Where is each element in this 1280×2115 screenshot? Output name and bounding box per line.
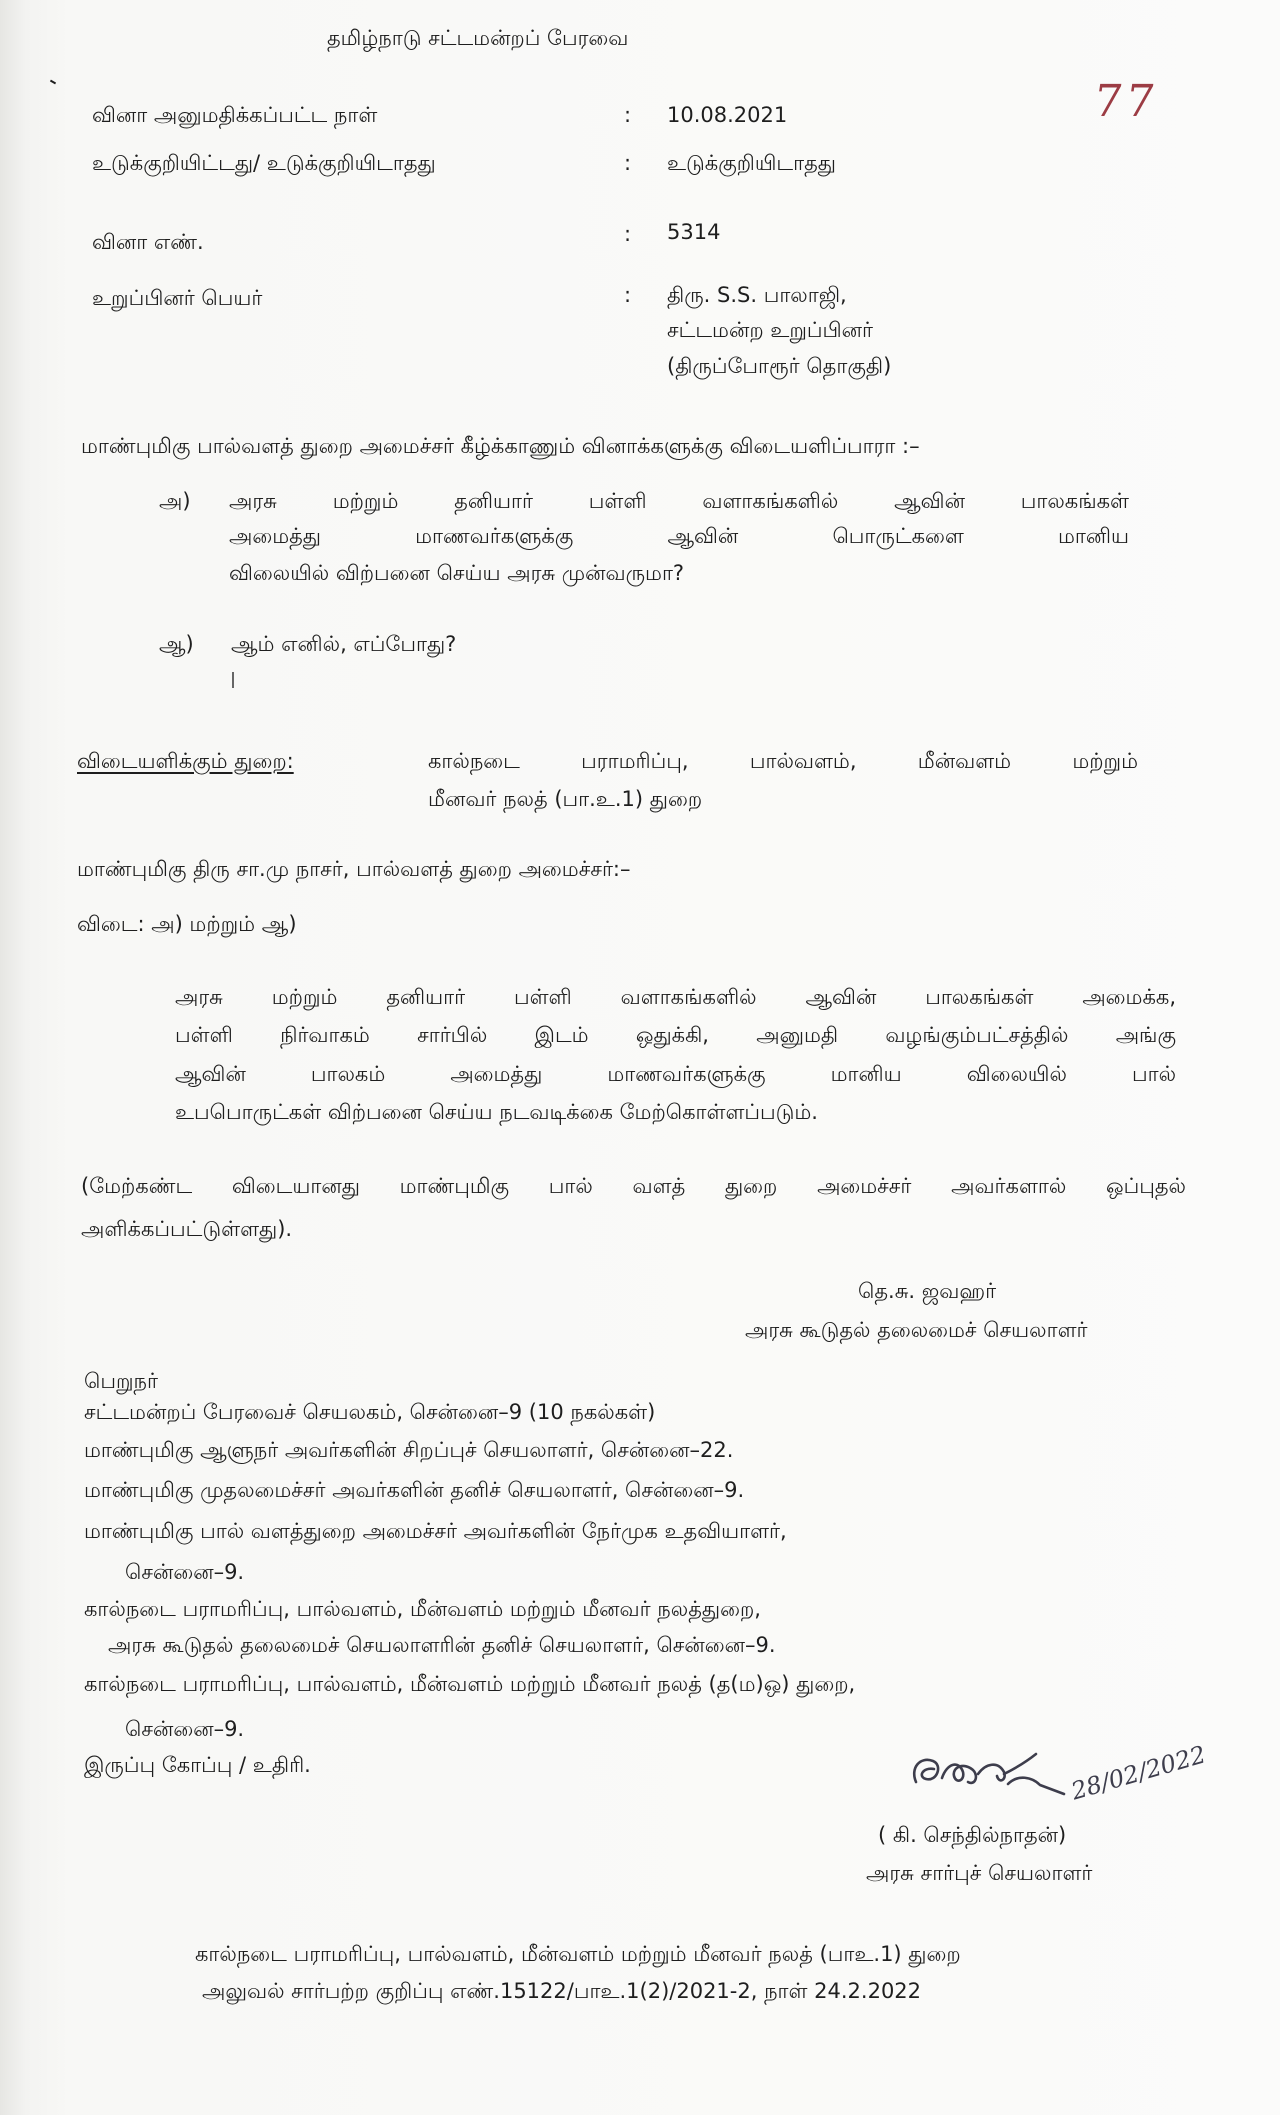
answer-heading: விடை: அ) மற்றும் ஆ) bbox=[77, 912, 297, 936]
recipients-heading: பெறுநர் bbox=[84, 1369, 158, 1393]
question-line: ஆம் எனில், எப்போது? bbox=[231, 632, 457, 656]
recipient-line: இருப்பு கோப்பு / உதிரி. bbox=[84, 1753, 311, 1777]
signer-name: ( கி. செந்தில்நாதன்) bbox=[878, 1823, 1067, 1847]
answer-line: உபபொருட்கள் விற்பனை செய்ய நடவடிக்கை மேற்கொள்ளப்படும். bbox=[175, 1100, 818, 1124]
handwritten-signature-date: 28/02/2022 bbox=[1068, 1740, 1209, 1806]
question-line: விலையில் விற்பனை செய்ய அரசு முன்வருமா? bbox=[229, 561, 685, 585]
signatory-designation: அரசு கூடுதல் தலைமைச் செயலாளர் bbox=[745, 1318, 1088, 1342]
signer-designation: அரசு சார்புச் செயலாளர் bbox=[866, 1861, 1093, 1885]
detail-separator: : bbox=[624, 103, 632, 127]
answering-department-label: விடையளிக்கும் துறை: bbox=[77, 749, 294, 773]
answer-line: ஆவின் பாலகம் அமைத்து மாணவர்களுக்கு மானிய விலையில் பால் bbox=[175, 1062, 1176, 1086]
recipient-line: மாண்புமிகு முதலமைச்சர் அவர்களின் தனிச் செயலாளர், சென்னை–9. bbox=[84, 1478, 745, 1502]
detail-label: உடுக்குறியிட்டது/ உடுக்குறியிடாதது bbox=[92, 151, 436, 175]
footer-line: அலுவல் சார்பற்ற குறிப்பு எண்.15122/பாஉ.1(2)/2021-2, நாள் 24.2.2022 bbox=[202, 1979, 922, 2003]
scan-stray-mark bbox=[232, 672, 234, 688]
detail-label: வினா அனுமதிக்கப்பட்ட நாள் bbox=[92, 103, 378, 127]
detail-value: திரு. S.S. பாலாஜி, bbox=[667, 283, 847, 307]
scan-tick-mark bbox=[50, 80, 56, 85]
handwritten-signature bbox=[906, 1732, 1081, 1817]
question-line: அரசு மற்றும் தனியார் பள்ளி வளாகங்களில் ஆவின் பாலகங்கள் bbox=[229, 489, 1129, 513]
recipient-line: கால்நடை பராமரிப்பு, பால்வளம், மீன்வளம் மற்றும் மீனவர் நலத்துறை, bbox=[84, 1597, 761, 1621]
approval-note-line: அளிக்கப்பட்டுள்ளது). bbox=[81, 1217, 293, 1241]
questions-intro: மாண்புமிகு பால்வளத் துறை அமைச்சர் கீழ்க்காணும் வினாக்களுக்கு விடையளிப்பாரா :– bbox=[81, 434, 920, 458]
footer-line: கால்நடை பராமரிப்பு, பால்வளம், மீன்வளம் மற்றும் மீனவர் நலத் (பாஉ.1) துறை bbox=[195, 1942, 961, 1966]
recipient-line: சென்னை–9. bbox=[125, 1717, 245, 1741]
detail-separator: : bbox=[624, 222, 632, 246]
answer-line: பள்ளி நிர்வாகம் சார்பில் இடம் ஒதுக்கி, அனுமதி வழங்கும்பட்சத்தில் அங்கு bbox=[175, 1023, 1176, 1047]
detail-value: 5314 bbox=[667, 220, 721, 244]
recipient-line: சட்டமன்றப் பேரவைச் செயலகம், சென்னை–9 (10 நகல்கள்) bbox=[84, 1400, 656, 1424]
question-marker: அ) bbox=[159, 489, 191, 513]
answer-line: அரசு மற்றும் தனியார் பள்ளி வளாகங்களில் ஆவின் பாலகங்கள் அமைக்க, bbox=[175, 985, 1176, 1009]
recipient-line: கால்நடை பராமரிப்பு, பால்வளம், மீன்வளம் மற்றும் மீனவர் நலத் (த(ம)ஒ) துறை, bbox=[84, 1672, 856, 1696]
question-marker: ஆ) bbox=[159, 632, 194, 656]
signatory-name: தெ.சு. ஜவஹர் bbox=[858, 1279, 997, 1303]
detail-label: வினா எண். bbox=[92, 230, 204, 254]
detail-value: 10.08.2021 bbox=[667, 103, 788, 127]
detail-value: (திருப்போரூர் தொகுதி) bbox=[667, 354, 892, 378]
approval-note-line: (மேற்கண்ட விடையானது மாண்புமிகு பால் வளத் துறை அமைச்சர் அவர்களால் ஒப்புதல் bbox=[81, 1174, 1186, 1198]
detail-value: உடுக்குறியிடாதது bbox=[667, 151, 836, 175]
detail-value: சட்டமன்ற உறுப்பினர் bbox=[667, 318, 874, 342]
minister-line: மாண்புமிகு திரு சா.மு நாசர், பால்வளத் துறை அமைச்சர்:– bbox=[77, 857, 631, 881]
recipient-line: மாண்புமிகு ஆளுநர் அவர்களின் சிறப்புச் செயலாளர், சென்னை–22. bbox=[84, 1438, 734, 1462]
question-line: அமைத்து மாணவர்களுக்கு ஆவின் பொருட்களை மானிய bbox=[229, 524, 1129, 548]
answering-department-line: மீனவர் நலத் (பா.உ.1) துறை bbox=[428, 787, 703, 811]
recipient-line: சென்னை–9. bbox=[125, 1560, 245, 1584]
recipient-line: அரசு கூடுதல் தலைமைச் செயலாளரின் தனிச் செயலாளர், சென்னை–9. bbox=[108, 1633, 776, 1657]
recipient-line: மாண்புமிகு பால் வளத்துறை அமைச்சர் அவர்களின் நேர்முக உதவியாளர், bbox=[84, 1519, 787, 1543]
answering-department-line: கால்நடை பராமரிப்பு, பால்வளம், மீன்வளம் மற்றும் bbox=[428, 749, 1138, 773]
detail-separator: : bbox=[624, 151, 632, 175]
handwritten-file-mark: 77 bbox=[1090, 76, 1162, 127]
detail-label: உறுப்பினர் பெயர் bbox=[92, 286, 263, 310]
document-title: தமிழ்நாடு சட்டமன்றப் பேரவை bbox=[327, 26, 629, 50]
detail-separator: : bbox=[624, 283, 632, 307]
